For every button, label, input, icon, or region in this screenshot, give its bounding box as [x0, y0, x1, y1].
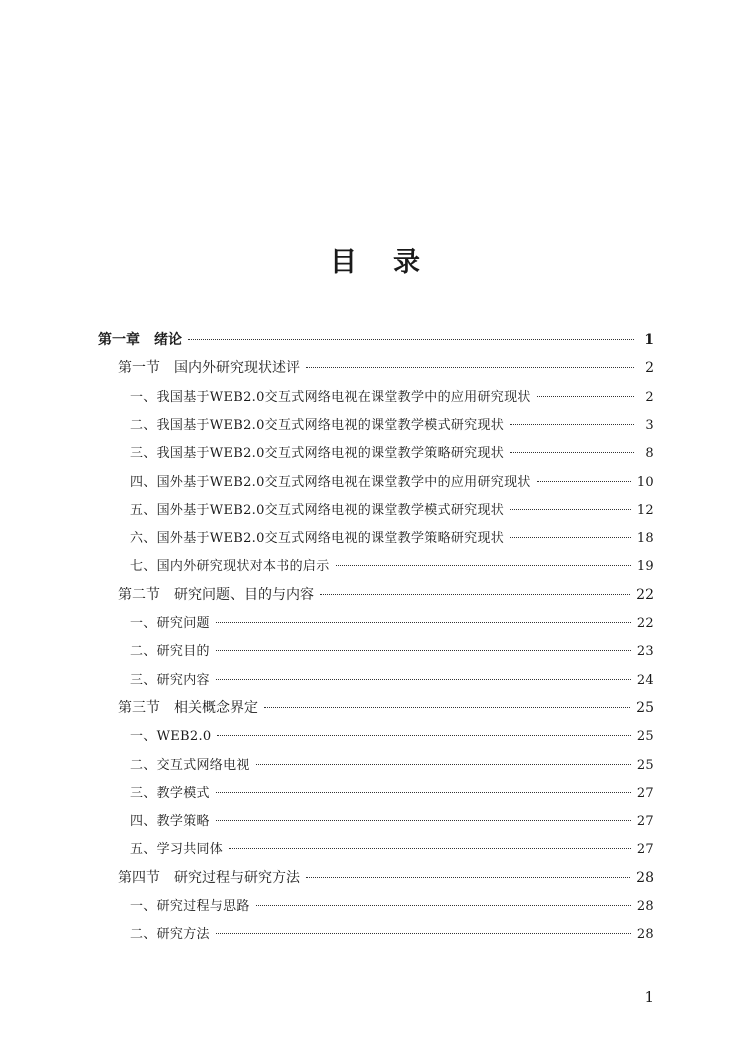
toc-entry-page: 25 [636, 729, 654, 745]
dot-leader [216, 933, 631, 934]
dot-leader [217, 735, 630, 736]
toc-entry[interactable] [0, 725, 750, 753]
toc-entry[interactable] [0, 838, 750, 866]
toc-entry[interactable] [0, 669, 750, 697]
toc-entry-page: 22 [636, 616, 654, 631]
toc-entry-label: 三、教学模式 [130, 785, 210, 801]
dot-leader [216, 679, 631, 680]
toc-entry-label: 第二节 研究问题、目的与内容 [118, 586, 314, 603]
toc-entry-label: 一、研究过程与思路 [130, 899, 250, 914]
toc-entry-page: 23 [636, 644, 654, 660]
dot-leader [510, 424, 634, 425]
toc-entry[interactable] [0, 810, 750, 838]
toc-entry-page: 1 [644, 332, 654, 348]
dot-leader [510, 452, 634, 453]
page-number: 1 [644, 988, 654, 1006]
toc-entry-label: 二、交互式网络电视 [130, 757, 250, 773]
toc-entry[interactable] [0, 640, 750, 668]
toc-entry[interactable] [0, 471, 750, 499]
toc-entry[interactable] [0, 867, 750, 895]
toc-entry-page: 27 [636, 842, 654, 858]
toc-entry-page: 2 [645, 360, 654, 377]
dot-leader [537, 481, 631, 482]
dot-leader [510, 509, 631, 510]
toc-entry-page: 25 [636, 757, 654, 773]
toc-entry[interactable] [0, 754, 750, 782]
toc-entry-page: 2 [645, 389, 654, 405]
dot-leader [306, 877, 630, 878]
toc-entry-page: 24 [636, 672, 654, 688]
toc-entry-page: 22 [636, 586, 654, 603]
toc-entry[interactable] [0, 414, 750, 442]
toc-entry-label: 三、研究内容 [130, 672, 210, 688]
toc-entry-label: 七、国内外研究现状对本书的启示 [130, 559, 330, 575]
dot-leader [216, 792, 631, 793]
toc-entry[interactable] [0, 527, 750, 555]
toc-entry-label: 第一节 国内外研究现状述评 [118, 360, 300, 377]
dot-leader [229, 848, 631, 849]
toc-entry-page: 28 [636, 927, 654, 943]
toc-entry-page: 27 [636, 785, 654, 801]
toc-entry[interactable] [0, 329, 750, 357]
toc-entry-label: 第三节 相关概念界定 [118, 699, 258, 716]
toc-entry-label: 二、研究方法 [130, 927, 210, 943]
toc-entry-label: 二、研究目的 [130, 644, 210, 660]
toc-entry-label: 五、学习共同体 [130, 842, 224, 858]
toc-entry-label: 第一章 绪论 [98, 332, 182, 348]
toc-entry-label: 二、我国基于WEB2.0交互式网络电视的课堂教学模式研究现状 [130, 417, 505, 433]
dot-leader [216, 820, 631, 821]
toc-entry-label: 第四节 研究过程与研究方法 [118, 869, 300, 886]
toc-entry[interactable] [0, 442, 750, 470]
toc-entry[interactable] [0, 923, 750, 951]
toc-entry-label: 四、国外基于WEB2.0交互式网络电视在课堂教学中的应用研究现状 [130, 474, 531, 490]
dot-leader [256, 764, 631, 765]
toc-entry-page: 10 [636, 474, 654, 490]
toc-entry-page: 3 [645, 417, 654, 433]
dot-leader [256, 905, 631, 906]
toc-entry-label: 一、研究问题 [130, 616, 210, 631]
toc-entry-label: 四、教学策略 [130, 814, 210, 830]
toc-entry[interactable] [0, 612, 750, 640]
toc-entry-label: 一、WEB2.0 [130, 729, 212, 745]
toc-entry[interactable] [0, 555, 750, 583]
toc-entry[interactable] [0, 386, 750, 414]
toc-entry-label: 六、国外基于WEB2.0交互式网络电视的课堂教学策略研究现状 [130, 531, 505, 547]
dot-leader [216, 650, 631, 651]
dot-leader [510, 537, 631, 538]
dot-leader [216, 622, 631, 623]
toc-entry-page: 27 [636, 814, 654, 830]
toc-entry[interactable] [0, 782, 750, 810]
toc-entry-page: 18 [636, 531, 654, 547]
dot-leader [264, 707, 630, 708]
dot-leader [537, 396, 634, 397]
toc-entry-page: 28 [636, 899, 654, 914]
toc-entry[interactable] [0, 895, 750, 923]
toc-entry-page: 28 [636, 869, 654, 886]
toc-entry-label: 一、我国基于WEB2.0交互式网络电视在课堂教学中的应用研究现状 [130, 389, 531, 405]
page-title: 目录 [330, 247, 456, 278]
toc-entry[interactable] [0, 357, 750, 385]
toc-entry-label: 三、我国基于WEB2.0交互式网络电视的课堂教学策略研究现状 [130, 446, 505, 462]
toc-entry[interactable] [0, 697, 750, 725]
toc-entry[interactable] [0, 499, 750, 527]
toc-entry[interactable] [0, 584, 750, 612]
toc-entry-page: 8 [645, 446, 654, 462]
toc-entry-page: 25 [636, 699, 654, 716]
dot-leader [306, 367, 634, 368]
dot-leader [320, 594, 630, 595]
toc-entry-label: 五、国外基于WEB2.0交互式网络电视的课堂教学模式研究现状 [130, 502, 505, 518]
dot-leader [188, 339, 634, 340]
toc-entry-page: 12 [636, 502, 654, 518]
toc-entry-page: 19 [636, 559, 654, 575]
dot-leader [336, 565, 631, 566]
